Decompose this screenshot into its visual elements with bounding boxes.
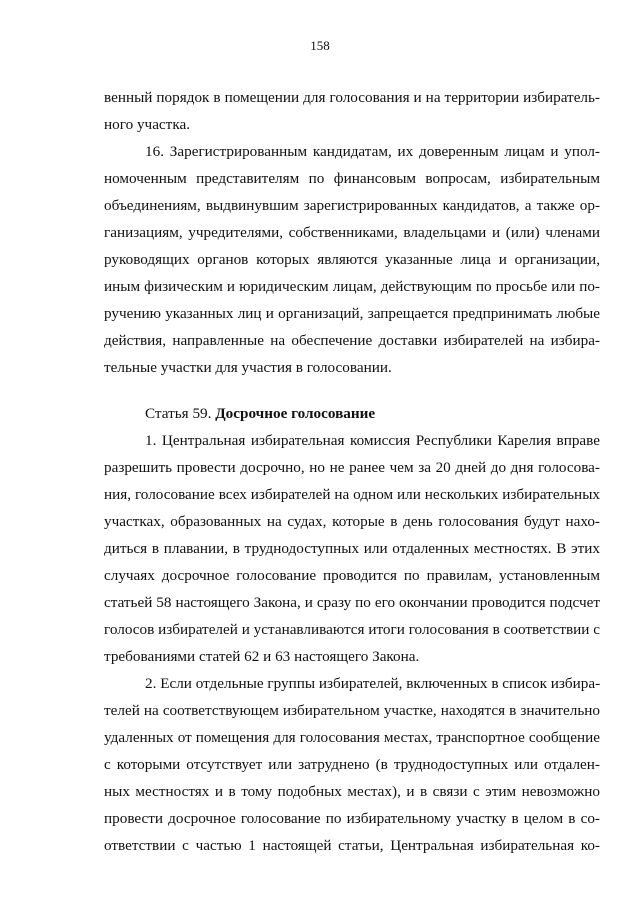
- text-line: ных местностях и в тому подобных местах), и в связи с этим невозможно: [104, 783, 600, 800]
- paragraph: [104, 427, 600, 670]
- text-line: статьей 58 настоящего Закона, и сразу по его окончании проводится подсчет: [104, 594, 600, 611]
- text-line: случаях досрочное голосование проводится по правилам, установленным: [104, 567, 600, 584]
- paragraph: [104, 670, 600, 859]
- article-heading: [104, 400, 600, 427]
- text-line: разрешить провести досрочно, но не ранее чем за 20 дней до дня голосова-: [104, 459, 600, 476]
- text-line: действия, направленные на обеспечение доставки избирателей на избира-: [104, 332, 600, 349]
- text-line: провести досрочное голосование по избирательному участку в целом в со-: [104, 810, 600, 827]
- paragraph-gap: [104, 381, 600, 400]
- text-line: ния, голосование всех избирателей на одном или нескольких избирательных: [104, 486, 600, 503]
- text-line: руководящих органов которых являются указанные лица и организации,: [104, 251, 600, 268]
- text-line: тельные участки для участия в голосовании.: [104, 359, 392, 376]
- text-line: 2. Если отдельные группы избирателей, включенных в список избира-: [145, 675, 601, 692]
- text-line: объединениям, выдвинувшим зарегистрированных кандидатов, а также ор-: [104, 197, 600, 214]
- text-line: 16. Зарегистрированным кандидатам, их доверенным лицам и упол-: [145, 143, 600, 160]
- text-line: удаленных от помещения для голосования местах, транспортное сообщение: [104, 729, 600, 746]
- text-line: иным физическим и юридическим лицам, действующим по просьбе или по-: [104, 278, 600, 295]
- text-line: с которыми отсутствует или затруднено (в труднодоступных или отдален-: [104, 756, 600, 773]
- text-line: участках, образованных на судах, которые в день голосования будут нахо-: [104, 513, 600, 530]
- text-line: ручению указанных лиц и организаций, запрещается предпринимать любые: [104, 305, 600, 322]
- paragraph: [104, 84, 600, 138]
- text-line: голосов избирателей и устанавливаются итоги голосования в соответствии с: [104, 621, 600, 638]
- text-line: номоченным представителям по финансовым вопросам, избирательным: [104, 170, 600, 187]
- text-line: ного участка.: [104, 116, 191, 133]
- text-line: диться в плавании, в труднодоступных или отдаленных местностях. В этих: [104, 540, 600, 557]
- article-title: Досрочное голосование: [215, 405, 376, 422]
- text-line: ганизациям, учредителями, собственниками, владельцами и (или) членами: [104, 224, 600, 241]
- paragraph: [104, 138, 600, 381]
- article-number: Статья 59.: [145, 405, 212, 422]
- page-number: 158: [310, 38, 330, 53]
- text-line: требованиями статей 62 и 63 настоящего Закона.: [104, 648, 420, 665]
- text-line: телей на соответствующем избирательном участке, находятся в значительно: [104, 702, 600, 719]
- text-line: 1. Центральная избирательная комиссия Республики Карелия вправе: [145, 432, 600, 449]
- document-body: [104, 84, 600, 859]
- text-line: венный порядок в помещении для голосования и на территории избиратель-: [104, 89, 600, 106]
- text-line: ответствии с частью 1 настоящей статьи, Центральная избирательная ко-: [104, 837, 600, 854]
